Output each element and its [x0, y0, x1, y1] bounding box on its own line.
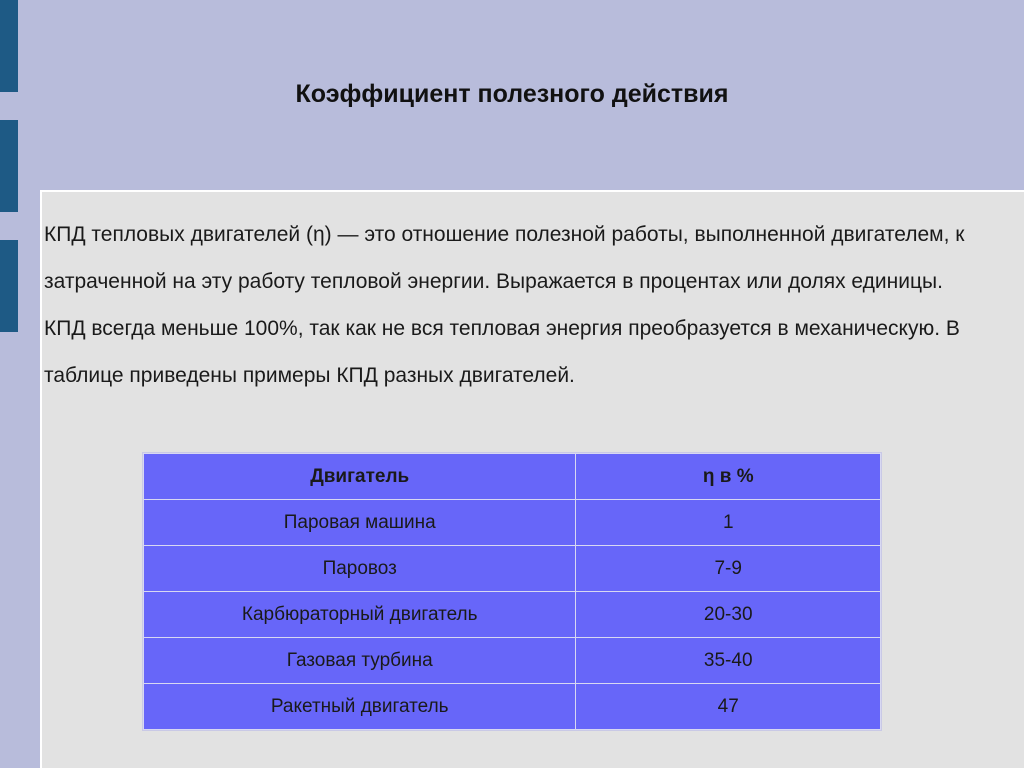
engine-cell: Паровая машина	[144, 500, 576, 546]
accent-bar-top	[0, 0, 18, 92]
table-row	[144, 638, 881, 684]
table-row	[144, 684, 881, 730]
table-row	[144, 592, 881, 638]
column-header-engine: Двигатель	[144, 454, 576, 500]
accent-bar-bottom	[0, 240, 18, 332]
table-row	[144, 546, 881, 592]
engine-cell: Ракетный двигатель	[144, 684, 576, 730]
table-header-row	[144, 454, 881, 500]
engine-cell: Паровоз	[144, 546, 576, 592]
efficiency-cell: 7-9	[576, 546, 881, 592]
table-row	[144, 500, 881, 546]
engine-cell: Газовая турбина	[144, 638, 576, 684]
column-header-efficiency: η в %	[576, 454, 881, 500]
body-paragraph: КПД тепловых двигателей (η) — это отношение полезной работы, выполненной двигателем, к затраченной на эту работу тепловой энергии. Выражается в процентах или долях единицы. КПД всегда меньше 100%, так как не вся тепловая энергия преобразуется в механическую. В таблице приведены примеры КПД разных двигателей.	[44, 223, 965, 387]
efficiency-cell: 47	[576, 684, 881, 730]
accent-bar-middle	[0, 120, 18, 212]
slide-title: Коэффициент полезного действия	[295, 80, 729, 108]
efficiency-cell: 35-40	[576, 638, 881, 684]
efficiency-cell: 20-30	[576, 592, 881, 638]
efficiency-table	[143, 453, 881, 730]
efficiency-cell: 1	[576, 500, 881, 546]
engine-cell: Карбюраторный двигатель	[144, 592, 576, 638]
